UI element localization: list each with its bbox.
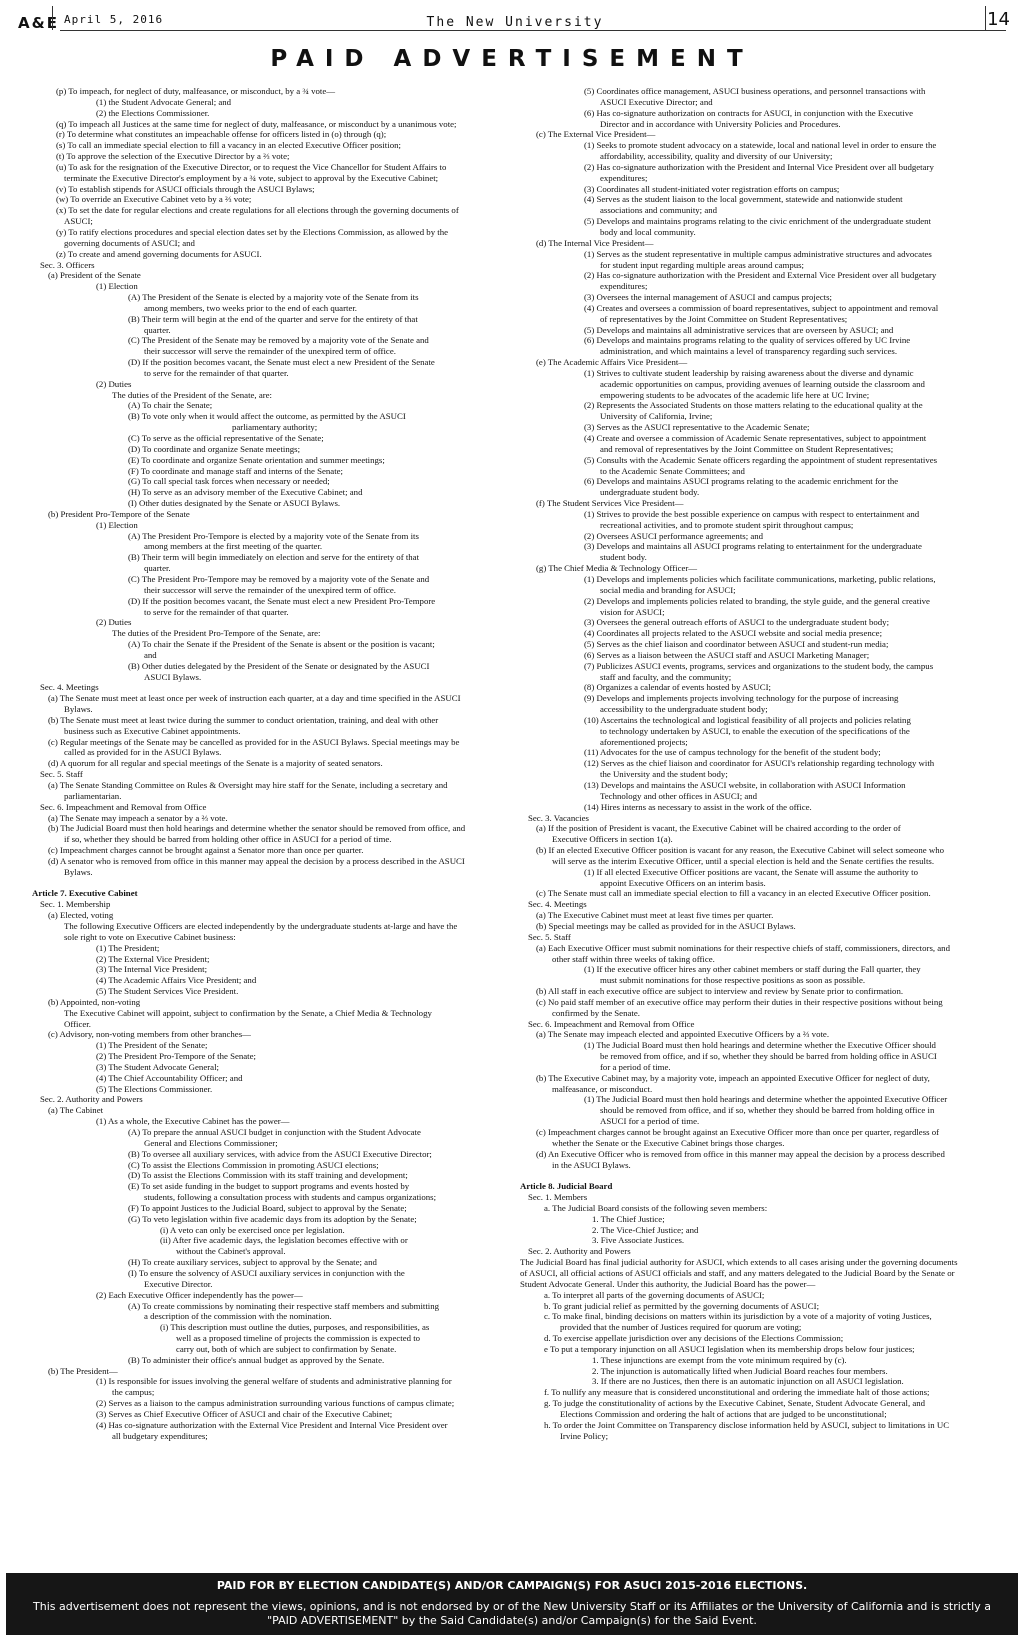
text-line: their successor will serve the remainder of the unexpired term of office. — [144, 346, 396, 357]
text-line: (4) Coordinates all projects related to the ASUCI website and social media presence; — [584, 628, 883, 639]
text-line: Student Advocate General. Under this authority, the Judicial Board has the power— — [520, 1278, 816, 1289]
text-line: 1. These injunctions are exempt from the vote minimum required by (c). — [592, 1354, 847, 1365]
text-line: administration, and which maintains a level of transparency regarding such services. — [600, 346, 898, 357]
text-line: (z) To create and amend governing documents for ASUCI. — [56, 248, 262, 259]
text-line: The Judicial Board has final judicial authority for ASUCI, which extends to all cases arising under the governing documents — [520, 1257, 958, 1268]
text-line: (9) Develops and implements projects involving technology for the purpose of increasing — [584, 693, 899, 704]
text-line: provided that the number of Justices required for quorum are voting; — [560, 1322, 802, 1333]
text-line: Sec. 3. Vacancies — [528, 812, 589, 823]
text-line — [32, 878, 504, 889]
text-line: to serve for the remainder of that quarter. — [144, 606, 289, 617]
newspaper-name: The New University — [415, 15, 615, 30]
text-line: Executive Director. — [144, 1278, 213, 1289]
text-line: (b) President Pro-Tempore of the Senate — [48, 508, 190, 519]
text-line: for a period of time. — [600, 1061, 671, 1072]
text-line: academic opportunities on campus, providing avenues of learning outside the classroom and — [600, 378, 925, 389]
text-line: (B) Their term will begin at the end of the quarter and serve for the entirety of that — [128, 313, 418, 324]
text-line: The Executive Cabinet will appoint, subject to confirmation by the Senate, a Chief Media & Technology — [64, 1007, 432, 1018]
text-line: (6) Serves as a liaison between the ASUCI staff and ASUCI Marketing Manager; — [584, 649, 870, 660]
text-line: confirmed by the Senate. — [552, 1007, 640, 1018]
text-line: (1) Seeks to promote student advocacy on a statewide, local and national level in order to ensure the — [584, 140, 937, 151]
text-line: and removal of representatives by the Joint Committee on Student Representatives; — [600, 443, 894, 454]
text-line: (p) To impeach, for neglect of duty, malfeasance, or misconduct, by a ¾ vote— — [56, 86, 336, 96]
text-line: student body. — [600, 552, 647, 563]
text-line: recreational activities, and to promote student spirit throughout campus; — [600, 519, 854, 530]
text-line: ASUCI for a period of time. — [600, 1116, 700, 1127]
text-line: General and Elections Commissioner; — [144, 1137, 278, 1148]
text-line: 2. The injunction is automatically lifted when Judicial Board reaches four members. — [592, 1365, 888, 1376]
text-line: (D) To assist the Elections Commission with its staff training and development; — [128, 1170, 408, 1181]
text-line: (a) The Cabinet — [48, 1105, 104, 1116]
text-line: for student input regarding multiple areas around campus; — [600, 259, 804, 270]
text-line: of ASUCI, all official actions of ASUCI officials and staff, and any matters delegated to the Judicial Board by the Senate or — [520, 1267, 955, 1278]
text-line: d. To exercise appellate jurisdiction over any decisions of the Elections Commission; — [544, 1333, 844, 1344]
text-line: (2) Develops and implements policies related to branding, the style guide, and the general creative — [584, 595, 930, 606]
text-line: (a) The Senate may impeach a senator by a ⅔ vote. — [48, 812, 228, 823]
text-line: (5) The Student Services Vice President. — [96, 986, 239, 997]
text-line: their successor will serve the remainder of the unexpired term of office. — [144, 584, 396, 595]
text-line: vision for ASUCI; — [600, 606, 665, 617]
text-line: affordability, accessibility, quality and diversity of our University; — [600, 151, 833, 162]
text-line: (1) Election — [96, 519, 138, 530]
text-line: (A) The President Pro-Tempore is elected by a majority vote of the Senate from its — [128, 530, 419, 541]
text-line: (g) The Chief Media & Technology Officer— — [536, 563, 698, 574]
disclaimer-footer — [6, 1573, 1018, 1635]
text-line: (3) Develops and maintains all ASUCI programs relating to entertainment for the undergraduate — [584, 541, 922, 552]
text-line: the campus; — [112, 1387, 155, 1398]
text-line: Sec. 5. Staff — [40, 769, 83, 780]
text-line: expenditures; — [600, 172, 648, 183]
text-line: (6) Has co-signature authorization on contracts for ASUCI, in conjunction with the Executive — [584, 107, 914, 118]
text-line: quarter. — [144, 324, 171, 335]
page-number: 14 — [987, 9, 1010, 30]
text-line: (E) To coordinate and organize Senate orientation and summer meetings; — [128, 454, 385, 465]
text-line: Sec. 5. Staff — [528, 931, 571, 942]
text-line: b. To grant judicial relief as permitted by the governing documents of ASUCI; — [544, 1300, 820, 1311]
text-line: (u) To ask for the resignation of the Executive Director, or to request the Vice Chancellor for Student Affairs to — [56, 161, 447, 172]
text-line: ASUCI; — [64, 216, 93, 227]
text-line: (2) Oversees ASUCI performance agreements; and — [584, 530, 764, 541]
footer-disclaimer-line: "PAID ADVERTISEMENT" by the Said Candidate(s) and/or Campaign(s) for the Said Event. — [267, 1614, 757, 1627]
text-line: (H) To create auxiliary services, subject to approval by the Senate; and — [128, 1257, 377, 1268]
text-line: (2) Has co-signature authorization with the President and Internal Vice President over all budgetary — [584, 161, 934, 172]
text-line: The duties of the President of the Senate, are: — [112, 389, 273, 400]
text-line: (b) The Executive Cabinet may, by a majority vote, impeach an appointed Executive Officer for neglect of duty, — [536, 1072, 930, 1083]
text-line: (a) If the position of President is vacant, the Executive Cabinet will be chaired according to the order of — [536, 823, 901, 834]
text-line: (c) Advisory, non-voting members from other branches— — [48, 1029, 251, 1040]
text-line: (F) To coordinate and manage staff and interns of the Senate; — [128, 465, 344, 476]
text-line: (C) To serve as the official representative of the Senate; — [128, 433, 324, 443]
text-line: (c) No paid staff member of an executive office may perform their duties in their respective positions without being — [536, 996, 943, 1007]
text-line: (1) Is responsible for issues involving the general welfare of students and administrative planning for — [96, 1376, 452, 1387]
text-line: all budgetary expenditures; — [112, 1430, 208, 1441]
text-line: (b) The Senate must meet at least twice during the summer to conduct orientation, training, and deal with other — [48, 714, 439, 725]
text-line: (5) Serves as the chief liaison and coordinator between ASUCI and student-run media; — [584, 639, 889, 650]
text-line: (a) The Executive Cabinet must meet at least five times per quarter. — [536, 910, 774, 921]
text-line: (2) Serves as a liaison to the campus administration surrounding various functions of campus climate; — [96, 1398, 455, 1409]
text-line: (13) Develops and maintains the ASUCI website, in collaboration with ASUCI Information — [584, 780, 906, 790]
text-line — [520, 1170, 992, 1181]
header-rule — [60, 30, 1006, 31]
text-line: (5) Develops and maintains all administrative services that are overseen by ASUCI; and — [584, 324, 894, 335]
text-line: Sec. 6. Impeachment and Removal from Office — [528, 1018, 695, 1029]
text-line: (2) Each Executive Officer independently has the power— — [96, 1289, 303, 1300]
text-line: (f) The Student Services Vice President— — [536, 498, 684, 509]
text-line: undergraduate student body. — [600, 487, 700, 498]
text-line: empowering students to be advocates of the academic life here at UC Irvine; — [600, 389, 870, 400]
text-line: (1) Strives to provide the best possible experience on campus with respect to entertainment and — [584, 508, 920, 519]
text-line: (14) Hires interns as necessary to assist in the work of the office. — [584, 801, 812, 812]
text-line: (1) The President of the Senate; — [96, 1040, 208, 1051]
text-line: (D) If the position becomes vacant, the Senate must elect a new President of the Senate — [128, 357, 435, 368]
text-line: (G) To call special task forces when necessary or needed; — [128, 476, 330, 487]
text-line: (1) If all elected Executive Officer positions are vacant, the Senate will assume the authority to — [584, 866, 918, 877]
text-line: Bylaws. — [64, 866, 93, 877]
text-line: (c) The External Vice President— — [536, 129, 656, 140]
text-line: Sec. 4. Meetings — [528, 899, 587, 910]
text-line: (2) The External Vice President; — [96, 953, 210, 964]
text-line: (1) the Student Advocate General; and — [96, 96, 232, 107]
text-line: (a) Each Executive Officer must submit nominations for their respective chiefs of staff, commissioners, directors, and — [536, 942, 950, 953]
header-divider-right — [985, 6, 986, 30]
text-line: 3. Five Associate Justices. — [592, 1235, 685, 1246]
text-line: University of California, Irvine; — [600, 411, 713, 422]
text-line: (1) Strives to cultivate student leadership by raising awareness about the diverse and dynamic — [584, 367, 914, 378]
text-line: Sec. 1. Members — [528, 1192, 588, 1203]
text-line: a description of the commission with the nomination. — [144, 1311, 332, 1322]
text-line: (5) Coordinates office management, ASUCI business operations, and personnel transactions with — [584, 86, 926, 96]
text-line: the University and the student body; — [600, 769, 728, 780]
text-line: (2) The President Pro-Tempore of the Senate; — [96, 1051, 256, 1062]
text-line: Bylaws. — [64, 704, 93, 715]
text-line: without the Cabinet's approval. — [176, 1246, 286, 1257]
article-heading: Article 8. Judicial Board — [520, 1181, 613, 1192]
text-line: Director and in accordance with University Policies and Procedures. — [600, 118, 841, 129]
text-line: well as a proposed timeline of projects the commission is expected to — [176, 1333, 421, 1344]
text-line: Sec. 2. Authority and Powers — [40, 1094, 143, 1105]
text-line: 3. If there are no Justices, then there is an automatic injunction on all ASUCI legislation. — [592, 1376, 904, 1387]
text-line: (F) To appoint Justices to the Judicial Board, subject to approval by the Senate; — [128, 1202, 407, 1213]
text-line: among members at the first meeting of the quarter. — [144, 541, 323, 552]
text-line: (3) The Internal Vice President; — [96, 964, 208, 975]
text-line: (e) The Academic Affairs Vice President— — [536, 357, 688, 368]
text-line: (2) Has co-signature authorization with the President and External Vice President over all budgetary — [584, 270, 937, 281]
text-line: (1) Serves as the student representative in multiple campus administrative structures and advocates — [584, 248, 932, 259]
text-line: other staff within three weeks of taking office. — [552, 953, 715, 964]
text-line: (d) The Internal Vice President— — [536, 237, 654, 248]
text-line: (5) The Elections Commissioner. — [96, 1083, 213, 1094]
text-line: (10) Ascertains the technological and logistical feasibility of all projects and policies relating — [584, 714, 911, 725]
text-line: Technology and other offices in ASUCI; and — [600, 790, 758, 801]
text-line: (1) If the executive officer hires any other cabinet members or staff during the Fall quarter, they — [584, 964, 921, 975]
text-line: (ii) After five academic days, the legislation becomes effective with or — [160, 1235, 408, 1246]
text-line: (d) An Executive Officer who is removed from office in this manner may appeal the decision by a process described — [536, 1148, 945, 1159]
text-line: (3) Serves as Chief Executive Officer of ASUCI and chair of the Executive Cabinet; — [96, 1408, 393, 1419]
text-line: (a) President of the Senate — [48, 270, 141, 281]
text-line: (a) The Senate Standing Committee on Rules & Oversight may hire staff for the Senate, including a secretary and — [48, 780, 448, 790]
text-line: (6) Develops and maintains programs relating to the quality of services offered by UC Irvine — [584, 335, 911, 346]
text-line: ASUCI Executive Director; and — [600, 96, 713, 107]
text-line: to the Academic Senate Committees; and — [600, 465, 745, 476]
text-line: malfeasance, or misconduct. — [552, 1083, 653, 1094]
text-line: business such as Executive Cabinet appointments. — [64, 725, 241, 736]
text-line: (5) Consults with the Academic Senate officers regarding the appointment of student representatives — [584, 454, 938, 465]
text-line: (d) A quorum for all regular and special meetings of the Senate is a majority of seated senators. — [48, 758, 383, 769]
text-line: (c) The Senate must call an immediate special election to fill a vacancy in an elected Executive Officer position. — [536, 888, 931, 899]
text-line: (D) To coordinate and organize Senate meetings; — [128, 443, 301, 454]
section-label: A&E — [18, 14, 59, 32]
text-line: (3) Coordinates all student-initiated voter registration efforts on campus; — [584, 183, 840, 194]
text-line: among members, two weeks prior to the end of each quarter. — [144, 302, 358, 313]
text-line: a. To interpret all parts of the governing documents of ASUCI; — [544, 1289, 765, 1300]
text-line: Sec. 3. Officers — [40, 259, 95, 270]
text-line: (B) Other duties delegated by the President of the Senate or designated by the ASUCI — [128, 660, 430, 671]
text-line: (B) To administer their office's annual budget as approved by the Senate. — [128, 1354, 385, 1365]
text-line: (3) Oversees the internal management of ASUCI and campus projects; — [584, 292, 832, 303]
text-line: (6) Develops and maintains ASUCI programs relating to the academic enrichment for the — [584, 476, 899, 487]
text-line: (c) Impeachment charges cannot be brought against a Senator more than once per quarter. — [48, 845, 364, 856]
text-line: must submit nominations for those respective positions as soon as possible. — [600, 975, 866, 986]
text-line: (s) To call an immediate special election to fill a vacancy in an elected Executive Officer position; — [56, 140, 401, 151]
footer-paid-for: PAID FOR BY ELECTION CANDIDATE(S) AND/OR CAMPAIGN(S) FOR ASUCI 2015-2016 ELECTIONS. — [216, 1579, 808, 1592]
text-line: (3) The Student Advocate General; — [96, 1061, 219, 1072]
text-line: students, following a consultation process with students and campus organizations; — [144, 1192, 437, 1203]
text-line: (B) Their term will begin immediately on election and serve for the entirety of that — [128, 552, 420, 563]
text-line: (1) As a whole, the Executive Cabinet has the power— — [96, 1116, 290, 1127]
text-line: (4) Has co-signature authorization with the External Vice President and Internal Vice President over — [96, 1419, 448, 1430]
text-line: (1) Develops and implements policies which facilitate communications, marketing, public relations, — [584, 573, 936, 584]
text-line: (C) The President Pro-Tempore may be removed by a majority vote of the Senate and — [128, 573, 430, 584]
article-heading: Article 7. Executive Cabinet — [32, 888, 138, 899]
text-line: (c) Impeachment charges cannot be brought against an Executive Officer more than once per quarter, regardless of — [536, 1127, 940, 1137]
text-line: (B) To oversee all auxiliary services, with advice from the ASUCI Executive Director; — [128, 1148, 432, 1159]
text-line: (C) To assist the Elections Commission in promoting ASUCI elections; — [128, 1159, 379, 1170]
text-line: terminate the Executive Director's employment by a ¾ vote, subject to approval by the Executive Cabinet; — [64, 172, 439, 183]
issue-date: April 5, 2016 — [64, 13, 164, 26]
text-line: (4) Creates and oversees a commission of board representatives, subject to appointment and removal — [584, 302, 939, 313]
text-line: Officer. — [64, 1018, 91, 1029]
text-line: (5) Develops and maintains programs relating to the civic enrichment of the undergraduate student — [584, 216, 931, 227]
text-line: should be removed from office, and if so, whether they should be barred from holding office in — [600, 1105, 935, 1116]
text-line: The duties of the President Pro-Tempore of the Senate, are: — [112, 628, 321, 639]
text-line: (A) To chair the Senate if the President of the Senate is absent or the position is vacant; — [128, 639, 435, 650]
text-line: (y) To ratify elections procedures and special election dates set by the Elections Commission, as allowed by the — [56, 226, 449, 237]
text-line: Sec. 6. Impeachment and Removal from Office — [40, 801, 207, 812]
text-line: carry out, both of which are subject to confirmation by Senate. — [176, 1343, 397, 1354]
text-line: Executive Officers in section 1(a). — [552, 834, 673, 845]
text-line: parliamentary authority; — [232, 422, 318, 433]
text-line: Sec. 2. Authority and Powers — [528, 1246, 631, 1257]
text-line: (b) All staff in each executive office are subject to interview and review by Senate prior to confirmation. — [536, 986, 904, 997]
text-line: governing documents of ASUCI; and — [64, 237, 195, 248]
text-line: (7) Publicizes ASUCI events, programs, services and organizations to the student body, the campus — [584, 660, 934, 671]
text-line: Sec. 4. Meetings — [40, 682, 99, 693]
text-line: accessibility to the undergraduate student body; — [600, 704, 768, 715]
text-line: (3) Oversees the general outreach efforts of ASUCI to the undergraduate student body; — [584, 617, 890, 628]
text-line: h. To order the Joint Committee on Transparency disclose information held by ASUCI, subject to limitations in UC — [544, 1419, 950, 1430]
text-line: sole right to vote on Executive Cabinet business: — [64, 931, 236, 942]
text-line: to serve for the remainder of that quarter. — [144, 367, 289, 378]
text-line: c. To make final, binding decisions on matters within its jurisdiction by a vote of a majority of voting Justices, — [544, 1311, 932, 1322]
text-line: (1) The President; — [96, 942, 160, 953]
text-line: social media and branding for ASUCI; — [600, 584, 736, 595]
text-column-right — [520, 86, 992, 1566]
text-line: (E) To set aside funding in the budget to support programs and events hosted by — [128, 1181, 410, 1192]
text-line: appoint Executive Officers on an interim basis. — [600, 877, 766, 888]
text-line: 2. The Vice-Chief Justice; and — [592, 1224, 699, 1235]
text-line: (v) To establish stipends for ASUCI officials through the ASUCI Bylaws; — [56, 183, 315, 194]
text-line: expenditures; — [600, 281, 648, 292]
text-line: (D) If the position becomes vacant, the Senate must elect a new President Pro-Tempore — [128, 595, 436, 606]
text-line: e To put a temporary injunction on all ASUCI legislation when its membership drops below four justices; — [544, 1343, 915, 1354]
text-line: (12) Serves as the chief liaison and coordinator for ASUCI's relationship regarding technology with — [584, 758, 935, 769]
text-line: (2) Duties — [96, 378, 132, 389]
text-line: (A) To create commissions by nominating their respective staff members and submitting — [128, 1300, 440, 1311]
text-line: body and local community. — [600, 226, 696, 237]
text-line: (H) To serve as an advisory member of the Executive Cabinet; and — [128, 487, 363, 498]
text-line: (b) The President— — [48, 1365, 118, 1376]
text-line: (G) To veto legislation within five academic days from its adoption by the Senate; — [128, 1213, 417, 1224]
header-divider — [52, 6, 53, 30]
text-line: g. To judge the constitutionality of actions by the Executive Cabinet, Senate, Student Advocate General, and — [544, 1398, 926, 1409]
text-line: staff and faculty, and the community; — [600, 671, 732, 682]
text-line: be removed from office, and if so, whether they should be barred from holding office in ASUCI — [600, 1051, 937, 1062]
text-line: Sec. 1. Membership — [40, 899, 111, 910]
page-header — [0, 0, 1024, 44]
text-line: (b) The Judicial Board must then hold hearings and determine whether the senator should be removed from office, and — [48, 823, 466, 834]
text-line: (1) The Judicial Board must then hold hearings and determine whether the appointed Executive Officer — [584, 1094, 948, 1105]
text-line: (i) A veto can only be exercised once per legislation. — [160, 1224, 345, 1235]
text-line: f. To nullify any measure that is considered unconstitutional and ordering the immediate halt of those actions; — [544, 1387, 930, 1398]
text-line: (a) The Senate may impeach elected and appointed Executive Officers by a ⅔ vote. — [536, 1029, 830, 1040]
text-line: will serve as the interim Executive Officer, until a special election is held and the Senate certifies the results. — [552, 855, 935, 866]
text-line: if so, whether they should be barred from holding other office in ASUCI for a period of time. — [64, 834, 392, 845]
text-line: parliamentarian. — [64, 790, 122, 801]
text-line: Irvine Policy; — [560, 1430, 609, 1441]
text-line: (A) To chair the Senate; — [128, 400, 213, 411]
text-line: (b) Appointed, non-voting — [48, 996, 141, 1007]
text-line: (11) Advocates for the use of campus technology for the benefit of the student body; — [584, 747, 881, 758]
text-line: (C) The President of the Senate may be removed by a majority vote of the Senate and — [128, 335, 429, 346]
text-line: (a) The Senate must meet at least once per week of instruction each quarter, at a day and time specified in the ASUCI — [48, 693, 461, 704]
text-line: associations and community; and — [600, 205, 718, 216]
footer-disclaimer — [6, 1600, 1018, 1628]
text-line: (I) Other duties designated by the Senate or ASUCI Bylaws. — [128, 498, 341, 509]
footer-disclaimer-line: This advertisement does not represent the views, opinions, and is not endorsed by or of the New University Staff or its Affiliates or the University of California and is strictly a — [33, 1600, 991, 1613]
text-line: (b) If an elected Executive Officer position is vacant for any reason, the Executive Cabinet will select someone who — [536, 845, 945, 856]
text-line: (3) Serves as the ASUCI representative to the Academic Senate; — [584, 422, 810, 433]
text-line: ASUCI Bylaws. — [144, 671, 202, 682]
text-line: (a) Elected, voting — [48, 910, 114, 921]
text-line: in the ASUCI Bylaws. — [552, 1159, 631, 1170]
text-line: (2) the Elections Commissioner. — [96, 107, 210, 118]
text-line: (c) Regular meetings of the Senate may be cancelled as provided for in the ASUCI Bylaws. Special meetings may be — [48, 736, 460, 747]
text-column-left — [32, 86, 504, 1566]
text-line: (4) Create and oversee a commission of Academic Senate representatives, subject to appointment — [584, 433, 927, 443]
text-line: aforementioned projects; — [600, 736, 688, 747]
text-line: (2) Duties — [96, 617, 132, 628]
text-line: The following Executive Officers are elected independently by the undergraduate students at-large and have the — [64, 920, 458, 931]
text-line: (b) Special meetings may be called as provided for in the ASUCI Bylaws. — [536, 920, 796, 931]
text-line: (A) The President of the Senate is elected by a majority vote of the Senate from its — [128, 292, 419, 303]
text-line: of representatives by the Joint Committee on Student Representatives; — [600, 313, 848, 324]
text-line: Elections Commission and ordering the halt of actions that are judged to be unconstitutional; — [560, 1408, 887, 1419]
text-line: quarter. — [144, 563, 171, 574]
text-line: (1) Election — [96, 281, 138, 292]
text-line: 1. The Chief Justice; — [592, 1213, 665, 1224]
text-line: (4) Serves as the student liaison to the local government, statewide and nationwide student — [584, 194, 903, 205]
text-line: (I) To ensure the solvency of ASUCI auxiliary services in conjunction with the — [128, 1267, 405, 1278]
text-line: (2) Represents the Associated Students on those matters relating to the educational quality at the — [584, 400, 923, 411]
text-line: a. The Judicial Board consists of the following seven members: — [544, 1202, 768, 1213]
text-line: (d) A senator who is removed from office in this manner may appeal the decision by a process described in the ASUCI — [48, 855, 465, 866]
text-line: (1) The Judicial Board must then hold hearings and determine whether the Executive Officer should — [584, 1040, 936, 1051]
text-line: (r) To determine what constitutes an impeachable offense for officers listed in (o) through (q); — [56, 129, 387, 140]
text-line: (A) To prepare the annual ASUCI budget in conjunction with the Student Advocate — [128, 1127, 421, 1137]
text-line: (8) Organizes a calendar of events hosted by ASUCI; — [584, 682, 771, 693]
text-line: called as provided for in the ASUCI Bylaws. — [64, 747, 222, 758]
text-line: (x) To set the date for regular elections and create regulations for all elections through the governing documents of — [56, 205, 459, 216]
text-line: (w) To override an Executive Cabinet veto by a ⅔ vote; — [56, 194, 252, 205]
text-line: (q) To impeach all Justices at the same time for neglect of duty, malfeasance, or misconduct by a unanimous vote; — [56, 118, 457, 129]
text-line: (t) To approve the selection of the Executive Director by a ⅔ vote; — [56, 151, 290, 162]
text-line: whether the Senate or the Executive Cabinet brings those charges. — [552, 1137, 785, 1148]
advertisement-banner: PAID ADVERTISEMENT — [270, 46, 754, 72]
text-line: (4) The Academic Affairs Vice President; and — [96, 975, 257, 986]
text-line: (4) The Chief Accountability Officer; and — [96, 1072, 243, 1083]
text-line: (B) To vote only when it would affect the outcome, as permitted by the ASUCI — [128, 411, 406, 422]
text-line: to technology undertaken by ASUCI, to enable the execution of the specifications of the — [600, 725, 910, 736]
text-line: and — [144, 649, 157, 660]
text-line: (i) This description must outline the duties, purposes, and responsibilities, as — [160, 1322, 430, 1333]
